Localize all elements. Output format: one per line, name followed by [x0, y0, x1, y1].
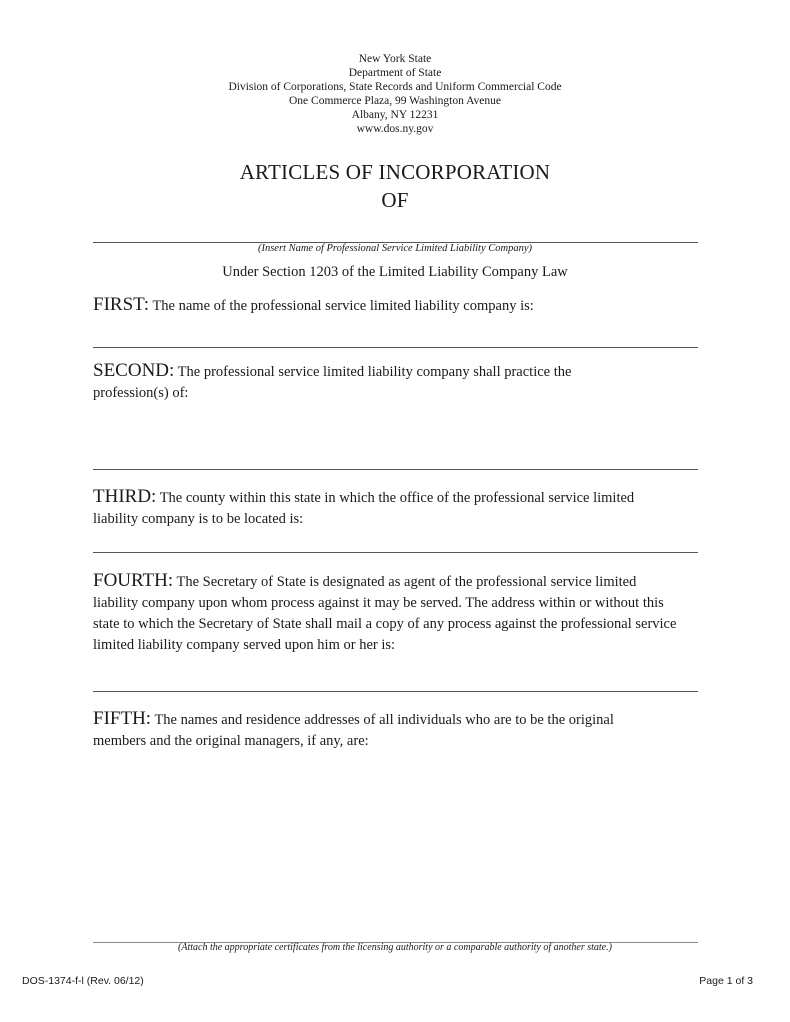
header-address: One Commerce Plaza, 99 Washington Avenue [289, 95, 501, 107]
header-department: Department of State [348, 67, 442, 79]
article-second-answer-line[interactable] [93, 469, 698, 470]
article-fifth-keyword: FIFTH: [93, 708, 152, 729]
article-fourth-text: The Secretary of State is designated as agent of the professional service limited liability company upon whom process against it may be served. The address within or without this state to which the Secretary of State shall mail a copy of any process against the professional service limited liability company served upon him or her is: [93, 574, 677, 653]
article-fifth [93, 708, 623, 752]
article-fifth-text: The names and residence addresses of all individuals who are to be the original members and the original managers, if any, are: [93, 712, 614, 749]
title-line-2: OF [381, 188, 409, 212]
article-third-answer-line[interactable] [93, 552, 698, 553]
article-fourth [93, 570, 683, 656]
article-second-keyword: SECOND: [93, 360, 175, 381]
article-second-text: The professional service limited liability company shall practice the profession(s) of: [93, 364, 572, 401]
article-first-text: The name of the professional service limited liability company is: [149, 298, 534, 314]
header-website: www.dos.ny.gov [356, 123, 434, 135]
document-title [0, 158, 790, 214]
article-fourth-keyword: FOURTH: [93, 570, 174, 591]
page-number: Page 1 of 3 [699, 975, 753, 987]
header-state: New York State [358, 53, 432, 65]
article-first-keyword: FIRST: [93, 294, 150, 315]
header-city: Albany, NY 12231 [351, 109, 439, 121]
article-second [93, 360, 623, 404]
header-division: Division of Corporations, State Records and Uniform Commercial Code [228, 81, 562, 93]
article-third-keyword: THIRD: [93, 486, 157, 507]
agency-header [0, 52, 790, 136]
article-fourth-answer-line[interactable] [93, 691, 698, 692]
article-first [93, 294, 653, 317]
statute-subtitle: Under Section 1203 of the Limited Liability Company Law [222, 264, 568, 280]
form-id: DOS-1374-f-l (Rev. 06/12) [22, 975, 144, 987]
article-first-answer-line[interactable] [93, 347, 698, 348]
company-name-caption: (Insert Name of Professional Service Limited Liability Company) [257, 243, 533, 254]
attach-note: (Attach the appropriate certificates from the licensing authority or a comparable authority of another state.) [178, 942, 612, 953]
article-third-text: The county within this state in which the office of the professional service limited liability company is to be located is: [93, 490, 635, 527]
title-line-1: ARTICLES OF INCORPORATION [239, 160, 551, 184]
article-third [93, 486, 638, 530]
